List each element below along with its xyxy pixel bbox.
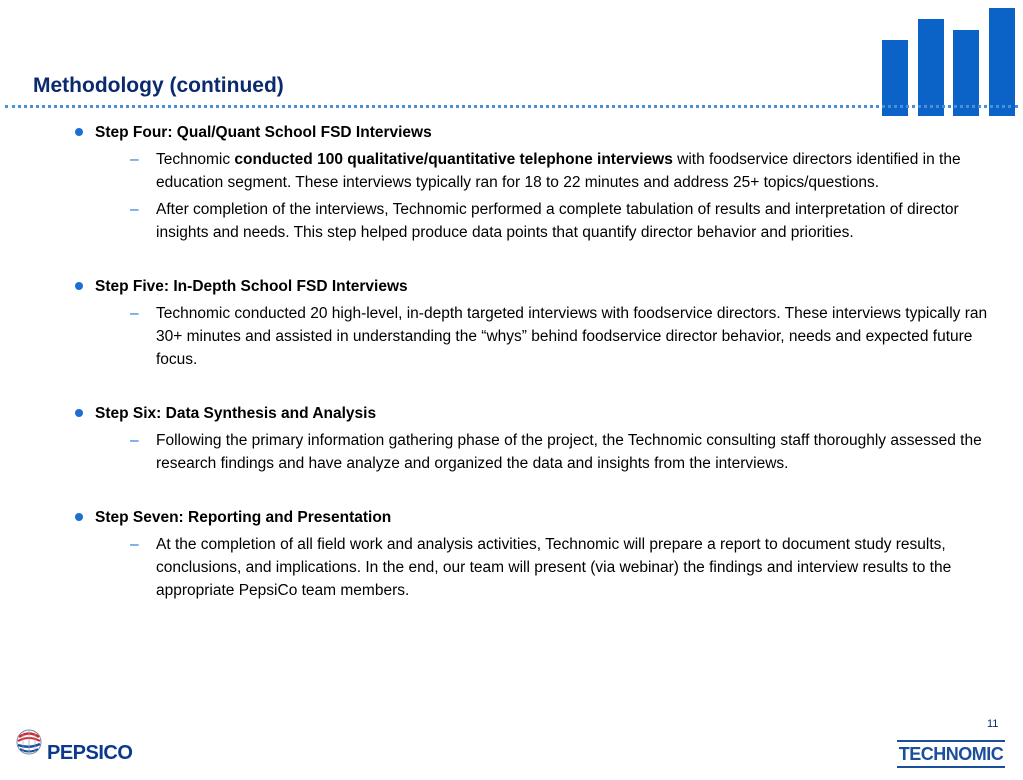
step-heading [75, 402, 1010, 425]
pepsico-logo [15, 728, 155, 768]
dash-bullet-icon: – [130, 432, 139, 449]
sub-bullet [75, 148, 1010, 194]
page-number: 11 [987, 718, 999, 730]
step-heading-text: Step Seven: Reporting and Presentation [95, 509, 392, 526]
decor-bar [918, 19, 944, 116]
step-heading [75, 121, 1010, 144]
sub-bullet-bold-text: conducted 100 qualitative/quantitative telephone interviews [234, 151, 673, 168]
step-heading-text: Step Six: Data Synthesis and Analysis [95, 405, 377, 422]
technomic-top-rule [897, 740, 1005, 742]
dash-bullet-icon: – [130, 151, 139, 168]
sub-bullet [75, 429, 1010, 475]
technomic-wordmark: TECHNOMIC [898, 744, 1004, 764]
bullet-dot-icon [75, 282, 83, 290]
step-section [75, 402, 1010, 475]
sub-bullet [75, 533, 1010, 602]
step-section [75, 121, 1010, 244]
sub-bullet-text: Following the primary information gathering phase of the project, the Technomic consulting staff thoroughly assessed the research findings and have analyze and organized the data and insights from the interviews. [156, 432, 982, 472]
dash-bullet-icon: – [130, 536, 139, 553]
sub-bullet [75, 198, 1010, 244]
step-section [75, 275, 1010, 371]
sub-bullet [75, 302, 1010, 371]
title-divider [5, 105, 1018, 108]
step-heading [75, 506, 1010, 529]
step-heading [75, 275, 1010, 298]
sub-bullet-text: Technomic conducted 20 high-level, in-depth targeted interviews with foodservice directors. These interviews typically ran 30+ minutes and assisted in understanding the “whys” behind foodservice director behavior, needs and expected future focus. [156, 305, 988, 368]
dash-bullet-icon: – [130, 201, 139, 218]
bullet-dot-icon [75, 128, 83, 136]
pepsico-globe-icon [15, 728, 43, 756]
bullet-dot-icon [75, 513, 83, 521]
bar-graphic-decoration [882, 8, 1016, 116]
slide-title: Methodology (continued) [33, 74, 284, 97]
sub-bullet-text: At the completion of all field work and analysis activities, Technomic will prepare a report to document study results, conclusions, and implications. In the end, our team will present (via webinar) the findings and interview results to the appropriate PepsiCo team members. [156, 536, 952, 599]
pepsico-wordmark: PEPSICO [47, 742, 133, 764]
bullet-dot-icon [75, 409, 83, 417]
step-heading-text: Step Four: Qual/Quant School FSD Interviews [95, 124, 432, 141]
technomic-logo [897, 740, 1005, 770]
sub-bullet-text: with foodservice directors identified in the education segment. These interviews typically ran for 18 to 22 minutes and address 25+ topics/questions. [156, 151, 961, 191]
technomic-bottom-rule [897, 766, 1005, 768]
decor-bar [989, 8, 1015, 116]
step-section [75, 506, 1010, 602]
sub-bullet-text: After completion of the interviews, Technomic performed a complete tabulation of results and interpretation of director insights and needs. This step helped produce data points that quantify director behavior and priorities. [156, 201, 959, 241]
bullet-content [75, 121, 1010, 602]
sub-bullet-text: Technomic [156, 151, 235, 168]
decor-bar [953, 30, 979, 116]
step-heading-text: Step Five: In-Depth School FSD Interviews [95, 278, 408, 295]
dash-bullet-icon: – [130, 305, 139, 322]
